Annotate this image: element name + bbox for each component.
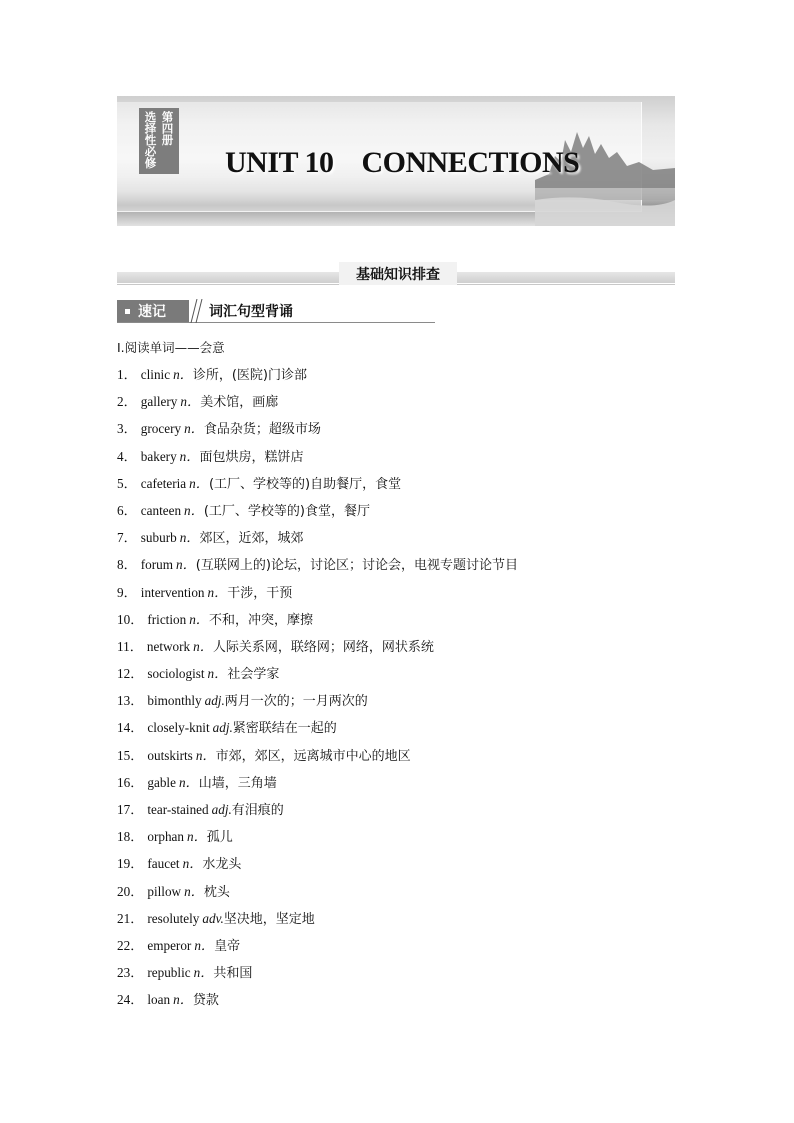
vocab-word: sociologist bbox=[147, 666, 205, 682]
vocab-part-of-speech: n bbox=[178, 774, 186, 790]
vocab-part-of-speech: adj bbox=[212, 720, 230, 736]
vocab-separator: ． bbox=[186, 448, 200, 464]
vocab-definition: 有泪痕的 bbox=[231, 803, 284, 818]
vocab-word: canteen bbox=[140, 502, 182, 518]
list-item bbox=[117, 526, 677, 553]
vocab-separator: ． bbox=[214, 666, 228, 682]
vocab-separator: . bbox=[229, 720, 233, 736]
vocab-word: faucet bbox=[147, 856, 180, 872]
vocab-part-of-speech: n bbox=[179, 448, 187, 464]
unit-title: UNIT 10 CONNECTIONS bbox=[225, 146, 580, 179]
list-item bbox=[117, 988, 677, 1015]
vocab-separator: ． bbox=[186, 530, 200, 546]
vocab-definition: 共和国 bbox=[213, 966, 253, 982]
vocab-number: 12． bbox=[117, 666, 144, 682]
vocab-word: orphan bbox=[147, 829, 184, 845]
vocab-number: 8． bbox=[117, 557, 137, 573]
vocab-separator: ． bbox=[200, 937, 215, 953]
vocab-definition: 市郊，郊区，远离城市中心的地区 bbox=[215, 748, 411, 764]
list-item bbox=[117, 499, 677, 526]
vocab-separator: ． bbox=[195, 475, 209, 491]
vocab-word: tear-stained bbox=[147, 802, 209, 817]
vocab-number: 14． bbox=[117, 720, 144, 736]
speed-note-badge bbox=[117, 300, 189, 322]
vocab-separator: ． bbox=[190, 421, 204, 437]
vocab-part-of-speech: n bbox=[180, 394, 187, 410]
vocab-number: 7． bbox=[117, 530, 137, 546]
vocab-definition: 人际关系网，联络网；网络，网状系统 bbox=[212, 639, 434, 655]
vocab-part-of-speech: n bbox=[194, 937, 201, 953]
list-item bbox=[117, 581, 677, 608]
vocab-number: 19． bbox=[117, 856, 144, 872]
vocab-definition: 水龙头 bbox=[202, 857, 242, 873]
vocab-word: forum bbox=[140, 557, 174, 573]
vocab-word: closely-knit bbox=[147, 720, 210, 736]
vocab-number: 18． bbox=[117, 829, 144, 845]
list-item bbox=[117, 744, 677, 771]
vocab-word: loan bbox=[147, 992, 171, 1008]
vocab-separator: . bbox=[228, 802, 232, 817]
vocab-part-of-speech: n bbox=[184, 421, 191, 437]
vocab-definition: 诊所，(医院)门诊部 bbox=[192, 368, 308, 383]
vocab-separator: ． bbox=[199, 638, 213, 654]
list-item bbox=[117, 961, 677, 988]
vocab-separator: ． bbox=[193, 829, 207, 845]
vocab-definition: 山墙，三角墙 bbox=[198, 775, 277, 791]
unit-banner bbox=[117, 96, 675, 226]
vocab-number: 5． bbox=[117, 475, 137, 491]
list-item bbox=[117, 880, 677, 907]
speed-note-badge-label: 速记 bbox=[138, 304, 166, 320]
list-item bbox=[117, 445, 677, 472]
vocab-word: clinic bbox=[140, 367, 171, 382]
vocab-separator: ． bbox=[179, 992, 193, 1008]
speed-note-header bbox=[117, 299, 435, 323]
vocab-separator: ． bbox=[195, 611, 209, 627]
vocab-word: gable bbox=[147, 774, 176, 790]
vocab-separator: ． bbox=[202, 747, 216, 763]
vocab-definition: 皇帝 bbox=[214, 938, 241, 954]
vocab-number: 22． bbox=[117, 937, 144, 953]
vocab-part-of-speech: n bbox=[189, 475, 196, 491]
vocab-separator: . bbox=[220, 910, 224, 926]
vocab-part-of-speech: n bbox=[184, 883, 191, 899]
list-item bbox=[117, 825, 677, 852]
vocab-part-of-speech: n bbox=[182, 856, 190, 872]
vocab-word: network bbox=[146, 638, 191, 654]
list-item bbox=[117, 662, 677, 689]
list-item bbox=[117, 771, 677, 798]
vocab-word: pillow bbox=[147, 883, 182, 899]
vocab-separator: . bbox=[221, 693, 225, 709]
vocab-definition: 两月一次的；一月两次的 bbox=[224, 694, 368, 710]
course-label: 选择性必修 bbox=[143, 111, 158, 169]
vocab-separator: ． bbox=[190, 502, 204, 518]
vocab-number: 1． bbox=[117, 367, 137, 382]
list-item bbox=[117, 907, 677, 934]
vocab-word: emperor bbox=[147, 937, 192, 953]
vocab-separator: ． bbox=[214, 584, 228, 600]
vocab-word: outskirts bbox=[147, 747, 193, 763]
vocab-part-of-speech: n bbox=[173, 992, 180, 1008]
list-heading: Ⅰ.阅读单词——会意 bbox=[117, 340, 225, 355]
vocab-definition: 贷款 bbox=[192, 993, 219, 1009]
vocab-separator: ． bbox=[189, 856, 203, 872]
vocab-part-of-speech: n bbox=[195, 747, 203, 763]
vocab-word: republic bbox=[147, 965, 191, 981]
list-item bbox=[117, 472, 677, 499]
list-item bbox=[117, 852, 677, 879]
vocab-part-of-speech: adj bbox=[211, 802, 229, 817]
vocab-definition: 不和，冲突，摩擦 bbox=[208, 612, 313, 628]
vocab-word: gallery bbox=[140, 394, 178, 410]
vocab-part-of-speech: n bbox=[176, 557, 183, 573]
vocab-definition: 紧密联结在一起的 bbox=[232, 721, 337, 737]
list-item bbox=[117, 608, 677, 635]
vocab-word: suburb bbox=[140, 530, 177, 546]
vocab-separator: ． bbox=[179, 367, 193, 382]
vocab-definition: 郊区，近郊，城郊 bbox=[199, 531, 304, 547]
vocab-number: 20． bbox=[117, 883, 144, 899]
vocab-part-of-speech: n bbox=[193, 965, 201, 981]
vocab-separator: ． bbox=[185, 774, 199, 790]
vocab-definition: (工厂、学校等的)食堂，餐厅 bbox=[203, 503, 370, 519]
vocab-definition: 枕头 bbox=[203, 884, 230, 900]
vocab-separator: ． bbox=[187, 394, 201, 410]
vocab-part-of-speech: n bbox=[193, 638, 200, 654]
list-item bbox=[117, 553, 677, 580]
vocab-number: 21． bbox=[117, 910, 144, 926]
book-volume-tag bbox=[139, 108, 179, 174]
vocab-separator: ． bbox=[190, 883, 204, 899]
list-item bbox=[117, 716, 677, 743]
vocab-word: cafeteria bbox=[140, 475, 187, 491]
list-item bbox=[117, 689, 677, 716]
vocab-part-of-speech: n bbox=[173, 367, 180, 382]
list-item bbox=[117, 417, 677, 444]
list-item bbox=[117, 934, 677, 961]
vocab-number: 13． bbox=[117, 693, 144, 709]
vocab-separator: ． bbox=[200, 965, 214, 981]
vocab-number: 17． bbox=[117, 802, 144, 817]
vocab-number: 11． bbox=[117, 638, 143, 654]
vocab-definition: 社会学家 bbox=[227, 667, 280, 683]
section-title: 基础知识排查 bbox=[339, 262, 457, 285]
vocab-part-of-speech: adv bbox=[202, 910, 221, 926]
vocab-number: 23． bbox=[117, 965, 144, 981]
vocab-word: friction bbox=[147, 611, 187, 627]
vocab-number: 3． bbox=[117, 421, 137, 437]
list-item bbox=[117, 798, 677, 825]
vocab-word: resolutely bbox=[147, 910, 200, 926]
vocab-part-of-speech: n bbox=[179, 530, 187, 546]
vocab-part-of-speech: adj bbox=[204, 693, 222, 709]
vocab-separator: ． bbox=[182, 557, 196, 573]
double-slash-icon bbox=[189, 299, 205, 323]
vocab-word: intervention bbox=[140, 584, 205, 600]
vocab-word: bakery bbox=[140, 448, 177, 464]
volume-label: 第四册 bbox=[160, 111, 175, 146]
square-bullet-icon bbox=[125, 309, 130, 314]
vocab-number: 6． bbox=[117, 502, 137, 518]
speed-note-label: 词汇句型背诵 bbox=[209, 304, 293, 320]
vocab-part-of-speech: n bbox=[207, 666, 215, 682]
vocab-definition: 美术馆，画廊 bbox=[200, 395, 279, 411]
vocab-number: 16． bbox=[117, 774, 144, 790]
vocab-definition: 食品杂货；超级市场 bbox=[203, 422, 321, 438]
vocab-definition: 坚决地，坚定地 bbox=[223, 911, 315, 927]
vocab-number: 2． bbox=[117, 394, 137, 410]
vocab-list bbox=[117, 363, 677, 1016]
vocab-number: 15． bbox=[117, 747, 144, 763]
vocab-definition: 干涉，干预 bbox=[227, 585, 293, 601]
vocab-part-of-speech: n bbox=[187, 829, 194, 845]
vocab-part-of-speech: n bbox=[189, 611, 196, 627]
list-item bbox=[117, 363, 677, 390]
vocab-number: 24． bbox=[117, 992, 144, 1008]
vocab-word: bimonthly bbox=[147, 693, 202, 709]
vocab-number: 4． bbox=[117, 448, 137, 464]
vocab-number: 9． bbox=[117, 584, 137, 600]
vocab-part-of-speech: n bbox=[207, 584, 215, 600]
vocab-definition: (工厂、学校等的)自助餐厅，食堂 bbox=[208, 476, 402, 492]
vocab-definition: 面包烘房，糕饼店 bbox=[199, 449, 304, 465]
list-item bbox=[117, 635, 677, 662]
list-item bbox=[117, 390, 677, 417]
vocab-definition: (互联网上的)论坛，讨论区；讨论会，电视专题讨论节目 bbox=[195, 558, 518, 574]
vocab-number: 10． bbox=[117, 611, 144, 627]
vocab-part-of-speech: n bbox=[184, 502, 191, 518]
vocab-definition: 孤儿 bbox=[206, 830, 233, 846]
vocab-word: grocery bbox=[140, 421, 182, 437]
